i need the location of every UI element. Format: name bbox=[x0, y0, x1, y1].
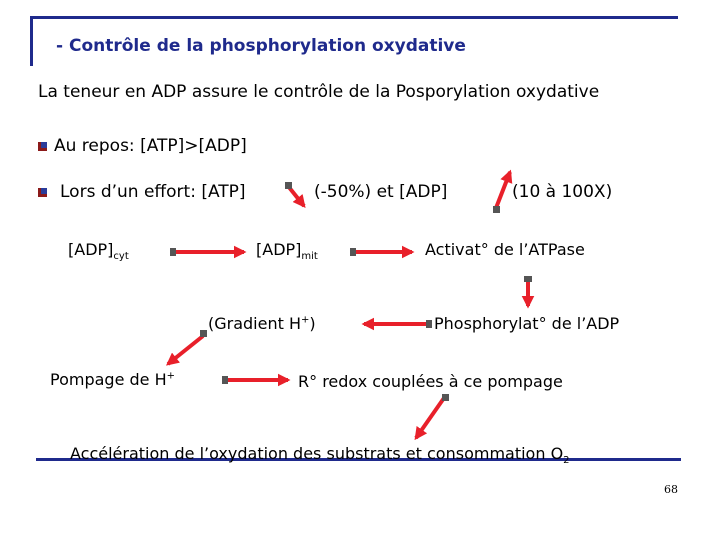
adp-phosphorylation-label: Phosphorylat° de l’ADP bbox=[434, 314, 620, 333]
arrow-tail-3 bbox=[524, 276, 532, 282]
redox-reactions-label: R° redox couplées à ce pompage bbox=[298, 372, 563, 391]
page-number: 68 bbox=[664, 483, 678, 496]
arrow-tail-9 bbox=[493, 206, 500, 213]
arrow-tail-2 bbox=[350, 248, 356, 256]
arrow-tail-5 bbox=[200, 330, 207, 337]
bullet-2-text-factor: (10 à 100X) bbox=[512, 182, 613, 202]
redox-to-acceleration-arrow bbox=[416, 398, 444, 438]
arrow-tail-7 bbox=[442, 394, 449, 401]
arrow-tail-1 bbox=[170, 248, 176, 256]
adp-increase-arrow bbox=[496, 172, 510, 208]
slide-title: - Contrôle de la phosphorylation oxydative bbox=[56, 36, 466, 56]
bullet-2-text-adp: (-50%) et [ADP] bbox=[314, 182, 448, 202]
intro-text: La teneur en ADP assure le contrôle de la Posporylation oxydative bbox=[38, 82, 600, 102]
acceleration-label: Accélération de l’oxydation des substrats et consommation $O_2$ bbox=[70, 444, 570, 467]
bullet-2-text-atp: Lors d’un effort: [ATP] bbox=[60, 182, 246, 202]
arrow-tail-8 bbox=[285, 182, 292, 189]
adp-cyt-label: $[ADP]_{cyt}$ bbox=[68, 240, 129, 263]
bullet-1-text: Au repos: [ATP]>[ADP] bbox=[54, 136, 247, 156]
proton-gradient-label: (Gradient H+) bbox=[208, 314, 316, 333]
adp-mit-label: $[ADP]_{mit}$ bbox=[256, 240, 318, 263]
atpase-activation-label: Activat° de l’ATPase bbox=[425, 240, 585, 259]
arrow-tail-4 bbox=[426, 320, 432, 328]
arrow-tail-6 bbox=[222, 376, 228, 384]
gradient-to-pumping-arrow bbox=[168, 336, 203, 364]
proton-pumping-label: Pompage de H+ bbox=[50, 370, 176, 389]
